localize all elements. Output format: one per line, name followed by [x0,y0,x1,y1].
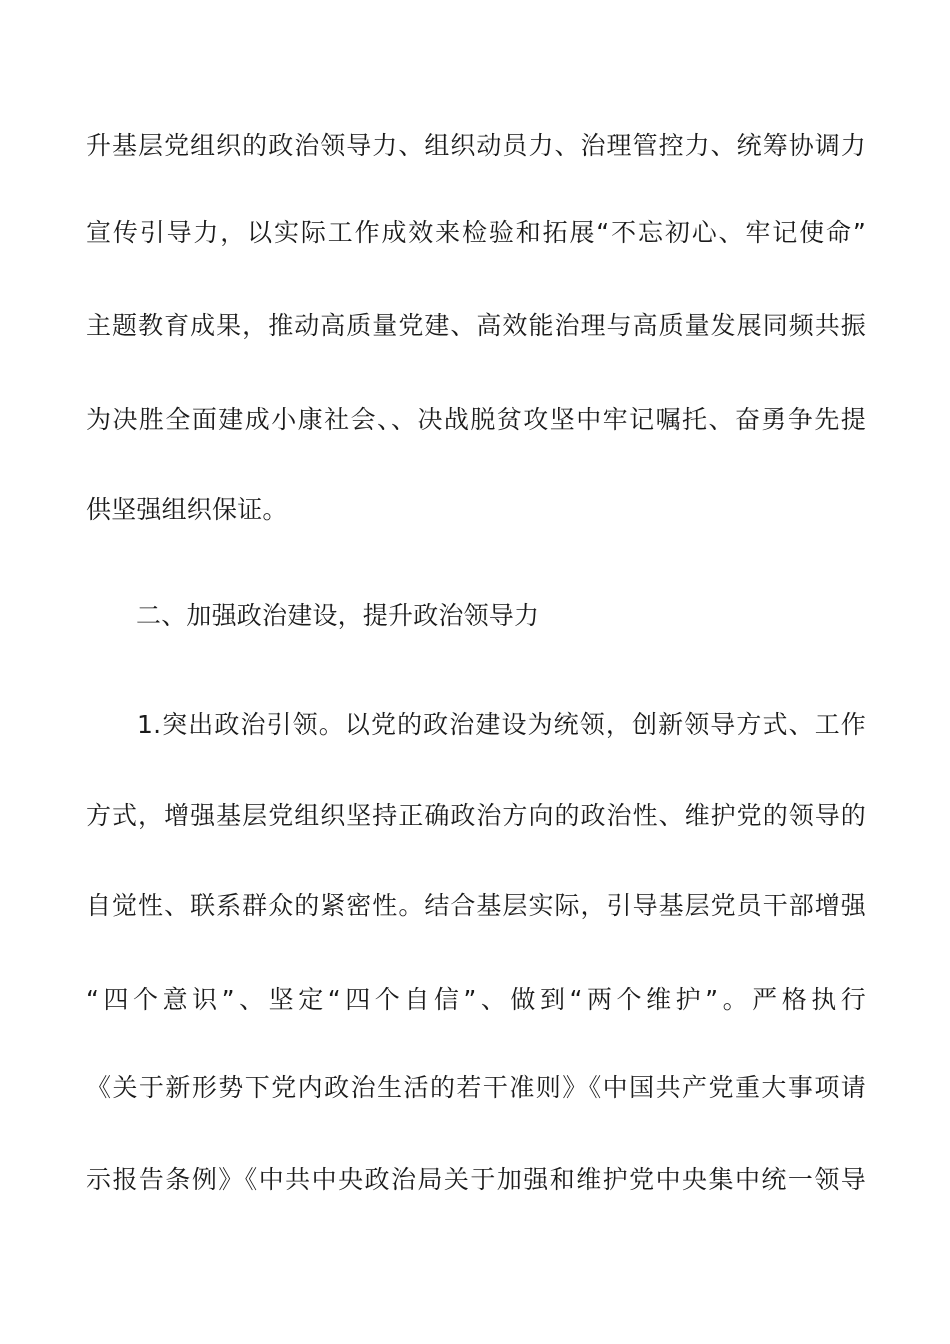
section-heading: 二、加强政治建设，提升政治领导力 [136,601,540,630]
paragraph-line: 为决胜全面建成小康社会、、决战脱贫攻坚中牢记嘱托、奋勇争先提 [86,405,866,434]
paragraph-line: 主题教育成果，推动高质量党建、高效能治理与高质量发展同频共振 [86,311,866,340]
paragraph-line: 宣传引导力，以实际工作成效来检验和拓展“不忘初心、牢记使命” [86,218,866,247]
paragraph-line: 方式，增强基层党组织坚持正确政治方向的政治性、维护党的领导的 [86,801,866,830]
paragraph-line: “四个意识”、坚定“四个自信”、做到“两个维护”。严格执行 [86,985,866,1014]
paragraph-line: 升基层党组织的政治领导力、组织动员力、治理管控力、统筹协调力 [86,131,866,160]
paragraph-line: 供坚强组织保证。 [86,495,288,524]
paragraph-line: 自觉性、联系群众的紧密性。结合基层实际，引导基层党员干部增强 [86,891,866,920]
paragraph-line: 1.突出政治引领。以党的政治建设为统领，创新领导方式、工作 [137,710,866,739]
paragraph-line: 示报告条例》《中共中央政治局关于加强和维护党中央集中统一领导 [86,1165,866,1194]
paragraph-line: 《关于新形势下党内政治生活的若干准则》《中国共产党重大事项请 [86,1073,866,1102]
